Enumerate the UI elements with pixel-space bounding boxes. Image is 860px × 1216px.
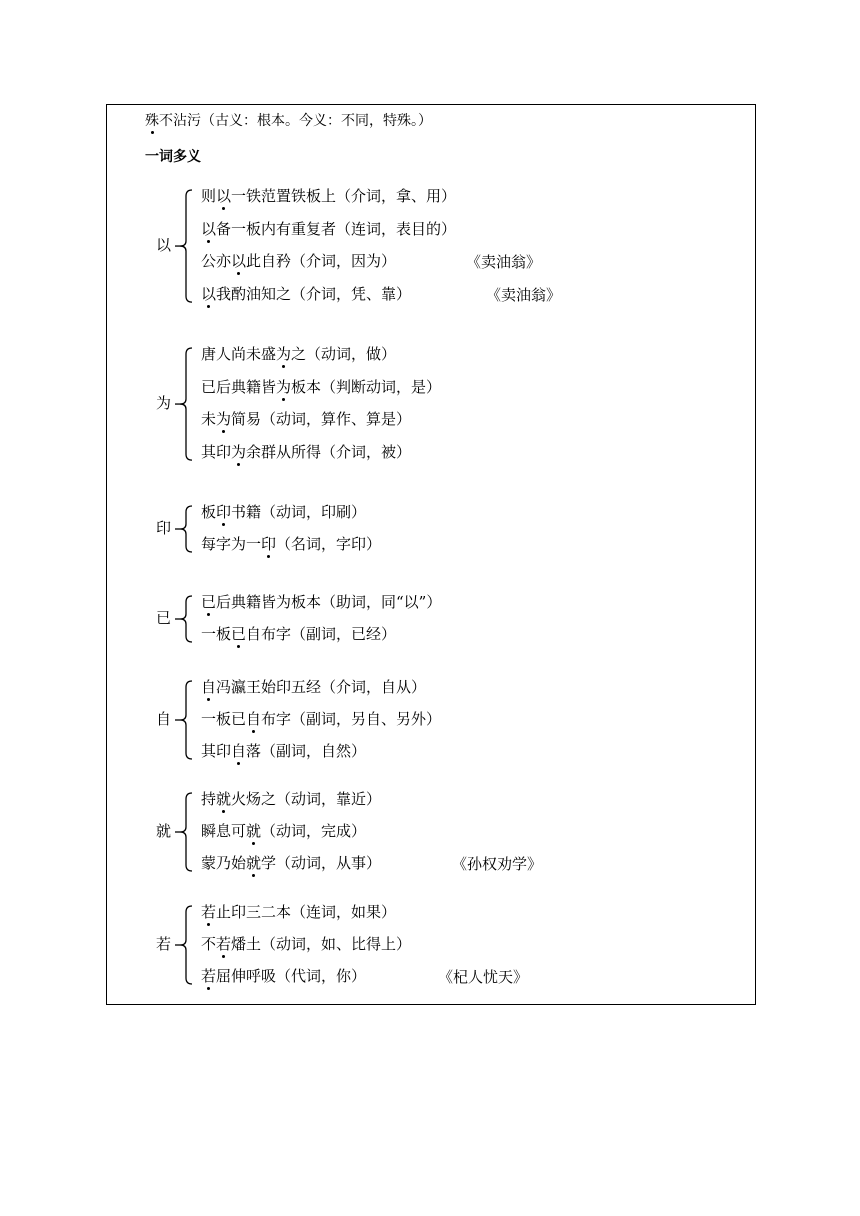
sentence-after: 学（动词，从事） (261, 854, 382, 872)
emphasis-char: 为 (231, 443, 247, 462)
sentence-before: 板 (201, 503, 217, 521)
emphasis-char: 就 (246, 854, 262, 872)
sentence-before: 一板 (201, 625, 232, 643)
emphasis-char: 为 (276, 377, 292, 396)
example-sentence (201, 677, 426, 697)
head-char: 以 (156, 236, 172, 255)
sentence-after: 一铁范置铁板上（介词，拿、用） (231, 187, 457, 205)
example-sentence (201, 344, 396, 364)
head-char: 若 (156, 935, 172, 953)
sentence-before: 其印 (201, 742, 232, 760)
sentence-after: 自布字（副词，已经） (246, 625, 397, 643)
brace-icon (175, 189, 195, 303)
emphasis-char: 印 (261, 535, 277, 553)
sentence-before: 持 (201, 790, 217, 808)
head-char: 自 (156, 710, 172, 728)
sentence-after: 冯瀛王始印五经（介词，自从） (216, 678, 427, 696)
sentence-after: 余群从所得（介词，被） (246, 443, 412, 462)
emphasis-char: 自 (231, 742, 247, 760)
sentence-before: 已后典籍皆 (201, 377, 277, 396)
emphasis-char: 为 (276, 345, 292, 363)
section-heading: 一词多义 (145, 149, 201, 165)
sentence-before: 蒙乃始 (201, 854, 247, 872)
source-title: 《孙权劝学》 (452, 855, 543, 873)
head-char: 已 (156, 609, 172, 627)
emphasis-char: 为 (216, 410, 232, 429)
emphasis-char: 自 (246, 710, 262, 728)
emphasis-char: 以 (201, 219, 217, 238)
sentence-after: 火炀之（动词，靠近） (231, 790, 382, 808)
example-sentence (201, 186, 456, 206)
sentence-after: 书籍（动词，印刷） (231, 503, 367, 521)
example-sentence (201, 502, 366, 522)
sentence-after: 我酌油知之（介词，凭、靠） (216, 285, 412, 304)
head-char: 印 (156, 519, 172, 537)
sentence-after: 止印三二本（连词，如果） (216, 903, 397, 921)
sentence-after: 燔土（动词，如、比得上） (231, 935, 412, 953)
brace-icon (175, 347, 195, 461)
example-sentence (201, 934, 411, 954)
sentence-before: 则 (201, 187, 217, 205)
sentence-before: 公亦 (201, 252, 232, 271)
sentence-after: 简易（动词，算作、算是） (231, 410, 412, 429)
emphasis-char: 若 (216, 935, 232, 953)
source-title: 《卖油翁》 (466, 253, 542, 272)
emphasis-char: 自 (201, 678, 217, 696)
example-sentence (201, 377, 441, 397)
emphasis-char: 若 (201, 967, 217, 985)
sentence-after: （动词，完成） (261, 822, 367, 840)
sentence-before: 不 (201, 935, 217, 953)
emphasis-char: 若 (201, 903, 217, 921)
example-sentence (201, 284, 411, 304)
sentence-before: 每字为一 (201, 535, 262, 553)
example-sentence (201, 853, 381, 873)
brace-icon (175, 680, 195, 760)
sentence-after: 落（副词，自然） (246, 742, 367, 760)
example-sentence (201, 442, 411, 462)
emphasis-char: 已 (231, 625, 247, 643)
example-sentence (201, 534, 381, 554)
brace-icon (175, 595, 195, 643)
example-sentence (201, 902, 396, 922)
sentence-after: （名词，字印） (276, 535, 382, 553)
emphasis-char: 印 (216, 503, 232, 521)
example-sentence (201, 789, 381, 809)
emphasis-char: 以 (231, 252, 247, 271)
emphasis-char: 以 (201, 285, 217, 304)
example-sentence (201, 592, 441, 612)
example-sentence (201, 741, 366, 761)
emphasis-char: 就 (246, 822, 262, 840)
emphasis-char: 已 (201, 593, 217, 611)
example-sentence (201, 624, 396, 644)
sentence-after: 之（动词，做） (291, 345, 397, 363)
sentence-after: 布字（副词，另自、另外） (261, 710, 442, 728)
source-title: 《卖油翁》 (486, 286, 562, 305)
sentence-after: 后典籍皆为板本（助词，同“以”） (216, 593, 442, 611)
sentence-before: 唐人尚未盛 (201, 345, 277, 363)
sentence-after: 屈伸呼吸（代词，你） (216, 967, 367, 985)
example-sentence (201, 219, 456, 239)
example-sentence (201, 821, 366, 841)
emphasis-char: 以 (216, 187, 232, 205)
example-sentence (201, 709, 441, 729)
emphasis-char: 就 (216, 790, 232, 808)
brace-icon (175, 905, 195, 985)
sentence-after: 备一板内有重复者（连词，表目的） (216, 219, 457, 238)
example-sentence (201, 966, 366, 986)
brace-icon (175, 792, 195, 872)
head-char: 就 (156, 822, 172, 840)
sentence-after: 此自矜（介词，因为） (246, 252, 397, 271)
sentence-before: 瞬息可 (201, 822, 247, 840)
emphasis-char: 殊 (145, 110, 159, 130)
head-char: 为 (156, 394, 172, 413)
intro-line: 殊不沾污（古义：根本。今义：不同，特殊。） (145, 110, 432, 130)
brace-icon (175, 505, 195, 553)
example-sentence (201, 251, 396, 271)
example-sentence (201, 409, 411, 429)
sentence-before: 未 (201, 410, 217, 429)
sentence-after: 板本（判断动词，是） (291, 377, 442, 396)
sentence-before: 其印 (201, 443, 232, 462)
sentence-before: 一板已 (201, 710, 247, 728)
source-title: 《杞人忧天》 (438, 968, 529, 986)
